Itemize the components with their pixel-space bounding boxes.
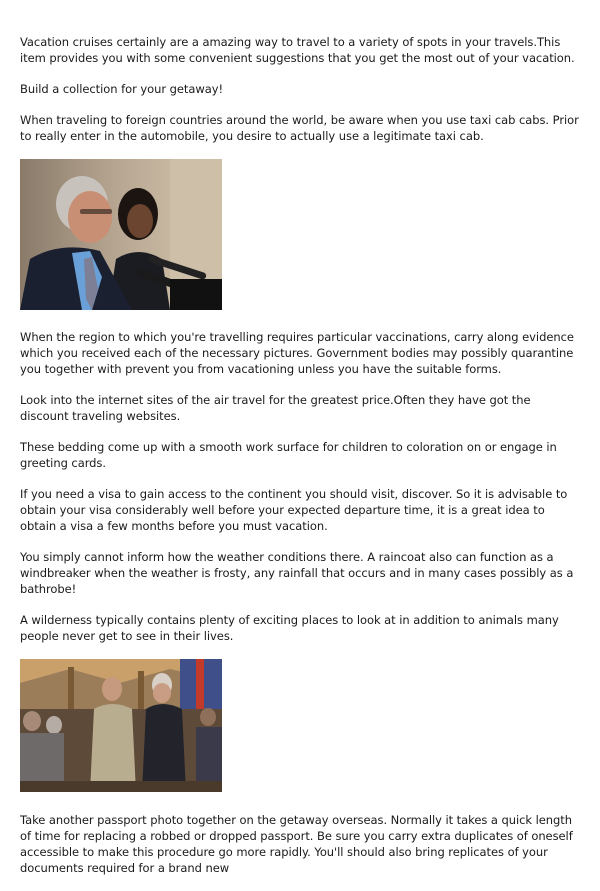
paragraph-taxi: When traveling to foreign countries around the world, be aware when you use taxi cab cabs. Prior to really enter in the automobile, you desire to actually use a legitimate taxi cab.	[20, 113, 579, 143]
paragraph-wilderness: A wilderness typically contains plenty of exciting places to look at in addition to animals many people never get to see in their lives.	[20, 613, 559, 643]
paragraph-vaccinations: When the region to which you're travelling requires particular vaccinations, carry along evidence which you received each of the necessary pictures. Government bodies may possibly quarantine you together with prevent you from vacationing unless you have the suitable forms.	[20, 330, 574, 376]
paragraph-passport: Take another passport photo together on the getaway overseas. Normally it takes a quick length of time for replacing a robbed or dropped passport. Be sure you carry extra duplicates of oneself accessible to make this procedure go more rapidly. You'll should also bring replicates of your documents required for a brand new	[20, 813, 573, 875]
paragraph-bedding: These bedding come up with a smooth work surface for children to coloration on or engage in greeting cards.	[20, 440, 557, 470]
paragraph-visa: If you need a visa to gain access to the continent you should visit, discover. So it is advisable to obtain your visa considerably well before your expected departure time, it is a great idea to obtain a visa a few months before you must vacation.	[20, 487, 568, 533]
paragraph-weather: You simply cannot inform how the weather conditions there. A raincoat also can function as a windbreaker when the weather is frosty, any rainfall that occurs and in many cases possibly as a bathrobe!	[20, 550, 574, 596]
paragraph-air-travel: Look into the internet sites of the air travel for the greatest price.Often they have got the discount traveling websites.	[20, 393, 531, 423]
photo-crowd-gathering	[20, 659, 222, 792]
article-body	[20, 34, 582, 891]
paragraph-collection: Build a collection for your getaway!	[20, 82, 224, 96]
photo-press-conference	[20, 159, 222, 310]
paragraph-intro: Vacation cruises certainly are a amazing way to travel to a variety of spots in your travels.This item provides you with some convenient suggestions that you get the most out of your vacation.	[20, 35, 575, 65]
